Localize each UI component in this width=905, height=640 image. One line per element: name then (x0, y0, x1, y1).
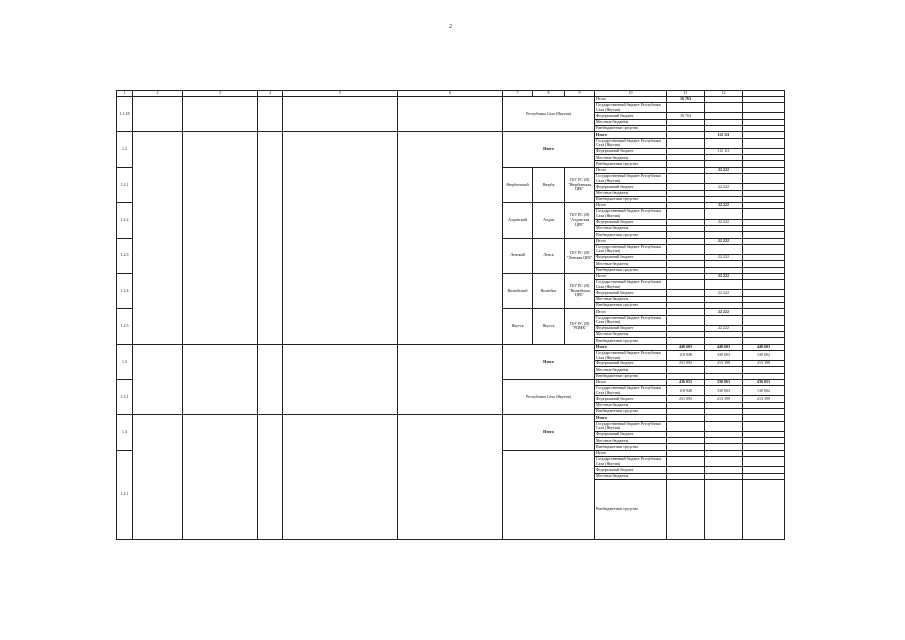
value-cell-11: 22 222 (705, 219, 743, 225)
row-number-cell: 1.1.18 (117, 97, 133, 132)
value-cell-11 (705, 421, 743, 431)
table-body (117, 97, 785, 540)
executor-cell: Итого (503, 344, 595, 379)
value-cell-10: 16 763 (667, 113, 705, 119)
value-cell-10 (667, 209, 705, 219)
value-cell-11: 330 003 (705, 350, 743, 360)
code-cell (258, 415, 283, 539)
finance-source-cell: Внебюджетные средства (595, 302, 667, 308)
result-cell (398, 344, 503, 415)
finance-source-cell: Внебюджетные средства (595, 161, 667, 167)
value-cell-11: 213 399 (705, 361, 743, 367)
finance-source-cell: Местные бюджеты (595, 225, 667, 231)
value-cell-10 (667, 479, 705, 539)
value-cell-11 (705, 244, 743, 254)
finance-source-cell: Внебюджетные средства (595, 232, 667, 238)
empty-cell (133, 132, 183, 344)
value-cell-12 (743, 280, 785, 290)
value-cell-10 (667, 174, 705, 184)
value-cell-10 (667, 103, 705, 113)
code-cell (258, 132, 283, 344)
finance-source-cell: Итого (595, 97, 667, 103)
finance-source-cell: Государственный бюджет Республики Саха (Якутия) (595, 280, 667, 290)
finance-source-cell: Федеральный бюджет (595, 184, 667, 190)
row-number-cell: 1.2.3 (117, 238, 133, 273)
ulus-cell: Якутск (503, 309, 533, 344)
value-cell-11: 22 222 (705, 203, 743, 209)
empty-cell (133, 97, 183, 132)
finance-source-cell: Местные бюджеты (595, 473, 667, 479)
finance-source-cell: Федеральный бюджет (595, 431, 667, 437)
finance-source-cell: Федеральный бюджет (595, 148, 667, 154)
value-cell-10 (667, 280, 705, 290)
finance-source-cell: Внебюджетные средства (595, 196, 667, 202)
empty-cell (183, 344, 258, 415)
header-cell: 9 (565, 91, 595, 97)
executor-cell: Итого (503, 132, 595, 167)
organization-cell: ГБУ РС (Я) "Ленская ЦРБ" (565, 238, 595, 273)
value-cell-12 (743, 209, 785, 219)
finance-source-cell: Федеральный бюджет (595, 467, 667, 473)
value-cell-12: 436 053 (743, 380, 785, 386)
value-cell-10 (667, 421, 705, 431)
finance-source-cell: Итого (595, 238, 667, 244)
value-cell-11 (705, 103, 743, 113)
finance-source-cell: Федеральный бюджет (595, 113, 667, 119)
value-cell-11: 22 222 (705, 309, 743, 315)
row-number-cell: 1.2.4 (117, 273, 133, 308)
ulus-cell: Алданский (503, 203, 533, 238)
header-cell: 3 (183, 91, 258, 97)
header-cell: 5 (283, 91, 398, 97)
header-cell: 6 (398, 91, 503, 97)
value-cell-10: 231 093 (667, 396, 705, 402)
budget-table-sheet (116, 90, 784, 549)
finance-source-cell: Местные бюджеты (595, 402, 667, 408)
finance-source-cell: Внебюджетные средства (595, 444, 667, 450)
finance-source-cell: Государственный бюджет Республики Саха (Якутия) (595, 421, 667, 431)
finance-source-cell: Федеральный бюджет (595, 219, 667, 225)
value-cell-12 (743, 103, 785, 113)
place-cell: Вилюйск (533, 273, 565, 308)
finance-source-cell: Итого (595, 167, 667, 173)
value-cell-11: 330 003 (705, 386, 743, 396)
empty-cell (133, 344, 183, 415)
task-description-cell (283, 344, 398, 415)
finance-source-cell: Государственный бюджет Республики Саха (Якутия) (595, 386, 667, 396)
finance-source-cell: Государственный бюджет Республики Саха (Якутия) (595, 244, 667, 254)
finance-source-cell: Федеральный бюджет (595, 254, 667, 260)
value-cell-11: 22 222 (705, 238, 743, 244)
organization-cell: ГБУ РС (Я) "РЦМК" (565, 309, 595, 344)
finance-source-cell: Итого (595, 450, 667, 456)
value-cell-10: 440 603 (667, 344, 705, 350)
value-cell-10: 16 763 (667, 97, 705, 103)
executor-cell (503, 450, 595, 539)
row-number-cell: 1.3 (117, 344, 133, 379)
task-description-cell (283, 415, 398, 539)
value-cell-12 (743, 244, 785, 254)
executor-cell: Итого (503, 415, 595, 450)
finance-source-cell: Итого (595, 273, 667, 279)
value-cell-12: 130 002 (743, 386, 785, 396)
row-number-cell: 1.2.2 (117, 203, 133, 238)
value-cell-10 (667, 138, 705, 148)
header-cell: 8 (533, 91, 565, 97)
row-number-cell: 1.2 (117, 132, 133, 167)
finance-source-cell: Внебюджетные средства (595, 126, 667, 132)
value-cell-12 (743, 315, 785, 325)
ulus-cell: Ленский (503, 238, 533, 273)
value-cell-11: 22 222 (705, 254, 743, 260)
table-row (117, 344, 785, 350)
value-cell-11: 112 111 (705, 132, 743, 138)
value-cell-12: 440 603 (743, 344, 785, 350)
finance-source-cell: Государственный бюджет Республики Саха (Якутия) (595, 457, 667, 467)
place-cell: Ленск (533, 238, 565, 273)
ulus-cell: Вилюйский (503, 273, 533, 308)
value-cell-11: 22 222 (705, 273, 743, 279)
header-cell: 4 (258, 91, 283, 97)
value-cell-12 (743, 421, 785, 431)
value-cell-11: 22 222 (705, 167, 743, 173)
value-cell-12: 130 002 (743, 350, 785, 360)
organization-cell: ГБУ РС (Я) "Вилюйская ЦРБ" (565, 273, 595, 308)
row-number-cell: 1.4 (117, 415, 133, 450)
value-cell-12 (743, 138, 785, 148)
value-cell-11: 330 063 (705, 380, 743, 386)
finance-source-cell: Внебюджетные средства (595, 373, 667, 379)
finance-source-cell: Государственный бюджет Республики Саха (Якутия) (595, 174, 667, 184)
result-cell (398, 415, 503, 539)
finance-source-cell: Федеральный бюджет (595, 361, 667, 367)
value-cell-10: 231 093 (667, 361, 705, 367)
finance-source-cell: Государственный бюджет Республики Саха (Якутия) (595, 138, 667, 148)
finance-source-cell: Итого (595, 309, 667, 315)
finance-source-cell: Местные бюджеты (595, 190, 667, 196)
finance-source-cell: Местные бюджеты (595, 332, 667, 338)
value-cell-11 (705, 280, 743, 290)
finance-source-cell: Итого (595, 344, 667, 350)
empty-cell (398, 97, 503, 132)
empty-cell (183, 132, 258, 344)
value-cell-12: 213 399 (743, 396, 785, 402)
row-number-cell: 1.4.1 (117, 450, 133, 539)
row-number-cell: 1.2.5 (117, 309, 133, 344)
value-cell-12: 213 399 (743, 361, 785, 367)
finance-source-cell: Местные бюджеты (595, 155, 667, 161)
finance-source-cell: Федеральный бюджет (595, 325, 667, 331)
header-cell: 1 (117, 91, 133, 97)
value-cell-10: 436 053 (667, 380, 705, 386)
executor-cell: Республика Саха (Якутия) (503, 380, 595, 415)
finance-source-cell: Внебюджетные средства (595, 338, 667, 344)
finance-source-cell: Местные бюджеты (595, 261, 667, 267)
finance-source-cell: Государственный бюджет Республики Саха (Якутия) (595, 350, 667, 360)
organization-cell: ГБУ РС (Я) "Нюрбинская ЦРБ" (565, 167, 595, 202)
page-number: 2 (449, 24, 452, 30)
header-cell: 2 (133, 91, 183, 97)
finance-source-cell: Итого (595, 132, 667, 138)
finance-source-cell: Местные бюджеты (595, 296, 667, 302)
place-cell: Алдан (533, 203, 565, 238)
code-cell (258, 344, 283, 415)
row-number-cell: 1.3.1 (117, 380, 133, 415)
finance-source-cell: Итого (595, 380, 667, 386)
finance-source-cell: Внебюджетные средства (595, 479, 667, 539)
empty-cell (258, 97, 283, 132)
value-cell-10: 118 948 (667, 350, 705, 360)
place-cell: Нюрба (533, 167, 565, 202)
finance-source-cell: Внебюджетные средства (595, 267, 667, 273)
task-description-cell (283, 132, 398, 344)
finance-source-cell: Местные бюджеты (595, 119, 667, 125)
value-cell-12 (743, 479, 785, 539)
value-cell-10 (667, 315, 705, 325)
value-cell-11 (705, 457, 743, 467)
value-cell-11 (705, 479, 743, 539)
organization-cell: ГБУ РС (Я) "Алданская ЦРБ" (565, 203, 595, 238)
header-cell: 7 (503, 91, 533, 97)
value-cell-11: 440 603 (705, 344, 743, 350)
value-cell-11: 22 222 (705, 325, 743, 331)
result-cell (398, 132, 503, 344)
value-cell-12 (743, 174, 785, 184)
finance-source-cell: Местные бюджеты (595, 438, 667, 444)
header-cell: 12 (705, 91, 743, 97)
value-cell-11 (705, 174, 743, 184)
value-cell-10 (667, 244, 705, 254)
finance-source-cell: Итого (595, 203, 667, 209)
finance-source-cell: Внебюджетные средства (595, 409, 667, 415)
value-cell-10 (667, 457, 705, 467)
table-row (117, 97, 785, 103)
finance-source-cell: Федеральный бюджет (595, 290, 667, 296)
empty-cell (183, 415, 258, 539)
budget-table (116, 90, 785, 540)
value-cell-11: 112 111 (705, 148, 743, 154)
value-cell-11 (705, 315, 743, 325)
empty-cell (283, 97, 398, 132)
finance-source-cell: Государственный бюджет Республики Саха (Якутия) (595, 209, 667, 219)
finance-source-cell: Федеральный бюджет (595, 396, 667, 402)
finance-source-cell: Государственный бюджет Республики Саха (Якутия) (595, 315, 667, 325)
row-number-cell: 1.2.1 (117, 167, 133, 202)
value-cell-11: 22 222 (705, 290, 743, 296)
header-cell: 11 (667, 91, 705, 97)
value-cell-11: 22 222 (705, 184, 743, 190)
finance-source-cell: Местные бюджеты (595, 367, 667, 373)
finance-source-cell: Итого (595, 415, 667, 421)
empty-cell (183, 97, 258, 132)
executor-cell: Республика Саха (Якутия) (503, 97, 595, 132)
value-cell-11 (705, 138, 743, 148)
finance-source-cell: Государственный бюджет Республики Саха (Якутия) (595, 103, 667, 113)
value-cell-12 (743, 457, 785, 467)
empty-cell (133, 415, 183, 539)
header-cell: 10 (595, 91, 667, 97)
value-cell-11 (705, 209, 743, 219)
ulus-cell: Нюрбинский (503, 167, 533, 202)
place-cell: Якутск (533, 309, 565, 344)
value-cell-10: 118 948 (667, 386, 705, 396)
value-cell-11: 213 399 (705, 396, 743, 402)
